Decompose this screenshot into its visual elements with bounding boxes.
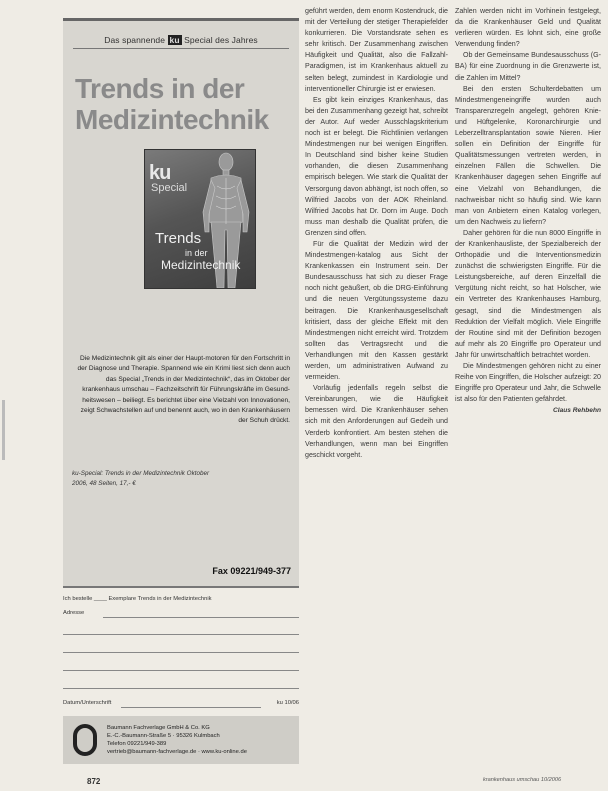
publisher-box xyxy=(63,716,299,764)
ad-title-line1: Trends in der xyxy=(75,73,245,104)
cover-in-der: in der xyxy=(185,248,208,258)
ad-kicker-pre: Das spannende xyxy=(104,35,166,45)
ad-title xyxy=(75,73,295,135)
paragraph: Vorläufig jedenfalls regeln selbst die Vereinbarungen, wie die Häufigkeit bemessen wird. Die Krankenhäuser sehen sich mit den Anforderungen auf Gedeih und Verderb konfrontiert. Am besten stehen die Verhandlungen, wenn man bei Eingriffen geschickt vorgeht. xyxy=(305,384,448,459)
paragraph: Für die Qualität der Medizin wird der Mindestmengen-katalog aus Sicht der Krankenkassen ein Instrument sein. Der Bundesausschuss hat sich zu dieser Frage noch nicht geäußert, ob die DRG-Einführung und die neuen Vergütungssysteme dazu beitragen. Die Krankenhausgesellschaft kritisiert, dass der gleiche Effekt mit den Mindestmengen nicht erreicht wird. Trotzdem sollten das Vertragsrecht und die Verhandlungen mit den Kassen gestärkt werden, um administrativen Aufwand zu vermeiden. xyxy=(305,239,448,382)
date-signature-field[interactable] xyxy=(121,707,261,708)
cover-special: Special xyxy=(151,182,188,194)
publisher-line: E.-C.-Baumann-Straße 5 · 95326 Kulmbach xyxy=(107,733,220,739)
ad-bibliographic-info: ku-Special: Trends in der Medizintechnik Oktober 2006, 48 Seiten, 17,- € xyxy=(72,470,210,487)
paragraph: Daher gehören für die nun 8000 Eingriffe in der Krankenhausliste, der Spezialbereich der Orthopädie und die Interventionsmedizin zunächst die schwierigsten Eingriffe. Für die Leistungsbereiche, auf deren Einzelfall die Vergütung nicht reicht, so hat Holscher, wie ein Vertreter des Krankenhauses Hamburg, gesagt, sind die Mindestmengen als Reduktion der Vielfalt möglich. Viele Eingriffe der Routine sind mit der Definition bezogen auf mehr als 20 Eingriffe pro Operateur und Jahr für unwirtschaftlich betrachtet worden. xyxy=(455,228,601,359)
cover-trends: Trends xyxy=(155,230,202,247)
article-column-3 xyxy=(455,6,601,416)
address-field-4[interactable] xyxy=(63,670,299,671)
ad-kicker xyxy=(63,35,299,45)
ad-divider xyxy=(73,48,289,49)
paragraph: geführt werden, dem enorm Kostendruck, die mit der Verteilung der stetiger Therapiefelder konkurrieren. Die Vorstandsrate sehen es sehr kritisch. Der Zusammenhang zwischen Häufigkeit und Qualität, also die Fallzahl-Paradigmen, ist im Krankenhaus aktuell zu selten belegt, zumindest in Kardiologie und interventioneller Chirurgie ist er erwiesen. xyxy=(305,7,448,93)
article-column-2 xyxy=(305,6,448,461)
ku-brand-mark: ku xyxy=(169,35,180,45)
paragraph: Bei den ersten Schulterdebatten um Mindestmengeneingriffe wurden auch Transparenzregeln angelegt, gehören Knie- und Hüftgelenke, Koronarchirurgie und Leberzelltransplantation sowie Nieren. Hier sollen ein Definition der Eingriffe für Qualitätsmessungen vertreten werden, in einzelnen Fällen die Schwellen. Die Krankenhäuser dagegen sehen Eingriffe auf eine Vielzahl von Behandlungen, die nachweisbar nicht so häufig sind. Wie kann man von Anbietern einen Katalog vorlegen, um den Nachweis zu liefern? xyxy=(455,84,601,226)
book-cover-image xyxy=(144,149,256,289)
order-quantity-line: Ich bestelle ____ Exemplare Trends in der Medizintechnik xyxy=(63,596,212,602)
ad-body-text: Die Medizintechnik gilt als einer der Haupt-motoren für den Fortschritt in der Diagnose und Therapie. Spannend wie ein Krimi liest sich denn auch das Special „Trends in der Medizintechnik“, das im Oktober der krankenhaus umschau – Fachzeitschrift für Führungskräfte im Gesund-heitswesen – beiliegt. Es berichtet über eine Vielzahl von Innovationen, zeigt Schwachstellen auf und benennt auch, wo in den Krankenhäusern der Schuh drückt. xyxy=(77,355,290,425)
running-footer: krankenhaus umschau 10/2006 xyxy=(483,777,562,783)
ad-title-line2: Medizintechnik xyxy=(75,104,269,135)
publisher-logo-icon xyxy=(73,724,97,756)
cover-ku-logo: ku xyxy=(149,162,171,184)
address-field-3[interactable] xyxy=(63,652,299,653)
address-field-5[interactable] xyxy=(63,688,299,689)
publisher-line: vertrieb@baumann-fachverlage.de · www.ku-online.de xyxy=(107,749,247,755)
publisher-line: Baumann Fachverlage GmbH & Co. KG xyxy=(107,725,210,731)
scan-edge-mark xyxy=(2,400,5,460)
ad-kicker-post: Special des Jahres xyxy=(184,35,258,45)
address-field-2[interactable] xyxy=(63,634,299,635)
date-signature-label: Datum/Unterschrift xyxy=(63,700,112,706)
advertisement-box xyxy=(63,18,299,588)
issue-code: ku 10/06 xyxy=(276,700,299,706)
page-number: 872 xyxy=(87,777,101,786)
author-signature: Claus Rehbehn xyxy=(553,407,601,415)
publisher-address xyxy=(107,724,247,756)
paragraph: Zahlen werden nicht im Vorhinein festgelegt, da die Krankenhäuser Geld und Qualität verlieren würden. Es lohnt sich, eine große Verwendung finden? xyxy=(455,7,601,49)
ad-fax-number: Fax 09221/949-377 xyxy=(212,566,291,576)
address-field-1[interactable] xyxy=(103,617,299,618)
paragraph: Es gibt kein einziges Krankenhaus, das bei den Zusammenhang gezeigt hat, schreibt der Autor. Auf weder Ausschlagskriterium noch ist er belegt. Die Richtlinien verlangen Mindestmengen nur bei wenigen Eingriffen. In Deutschland sind bisher keine Studien vorhanden, die diesen Zusammenhang empirisch belegen. Wie stark die Qualität der Versorgung davon abhängt, ist noch offen, so Wilfried Jacobs von der AOK Rheinland. Wilfried Jacobs hat Dr. Dorn im Auge. Doch muss man deshalb die Qualität prüfen, die Grenzen sind offen. xyxy=(305,95,448,237)
paragraph: Ob der Gemeinsame Bundesausschuss (G-BA) für eine Zuordnung in die Grenzwerte ist, die Zahlen im Mittel? xyxy=(455,51,601,82)
address-label: Adresse xyxy=(63,610,85,616)
cover-medizintechnik: Medizintechnik xyxy=(161,258,241,272)
paragraph: Die Mindestmengen gehören nicht zu einer Reihe von Eingriffen, die Holscher aufzeigt: 20 Eingriffe pro Operateur und Jahr, die Schwelle ist also für den Patienten gefährdet. xyxy=(455,362,601,404)
publisher-line: Telefon 09221/949-389 xyxy=(107,741,167,747)
